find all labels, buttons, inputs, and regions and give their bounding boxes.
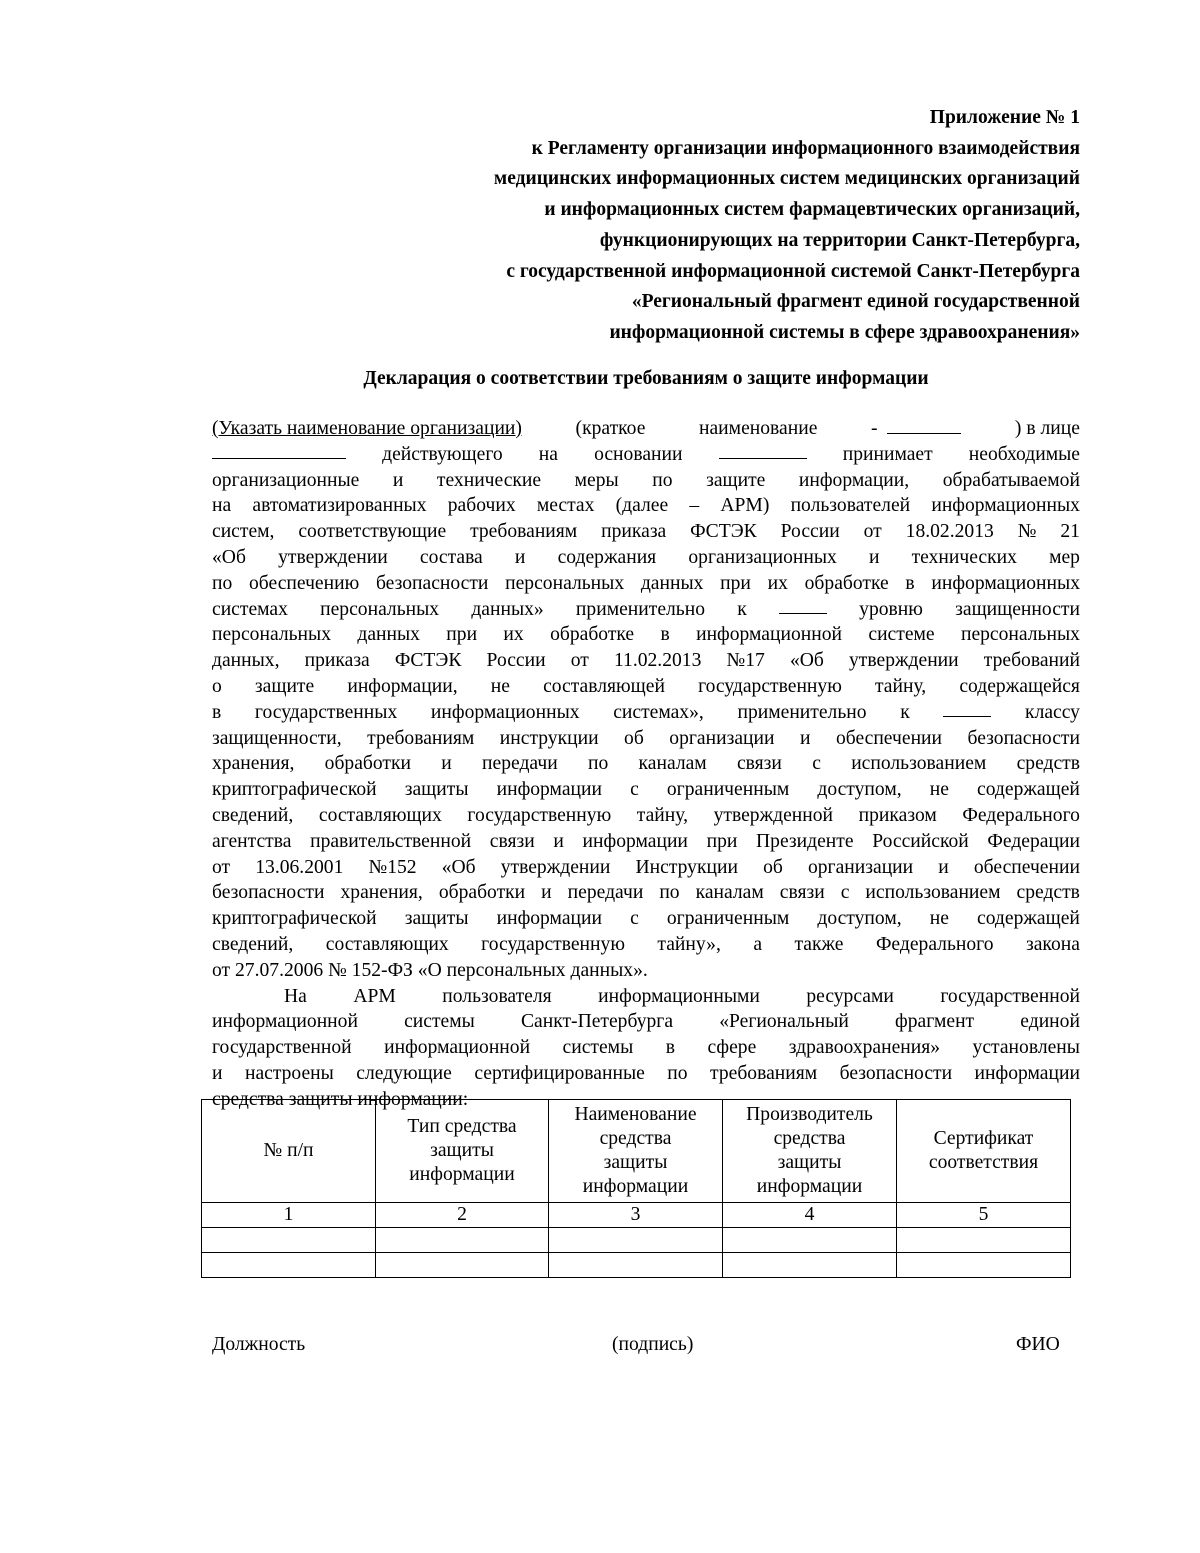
paragraph-2-last-line: средства защиты информации: bbox=[212, 1088, 469, 1110]
declaration-body bbox=[212, 416, 1080, 1113]
body-lines-block-c bbox=[212, 726, 1080, 958]
text-line: и настроены следующие сертифицированные по требованиям безопасности информации bbox=[212, 1062, 1080, 1084]
basis-blank bbox=[719, 442, 807, 459]
text-line: агентства правительственной связи и информации при Президенте Российской Федерации bbox=[212, 830, 1080, 852]
table-cell[interactable] bbox=[376, 1228, 549, 1253]
text-line: данных, приказа ФСТЭК России от 11.02.2013 №17 «Об утверждении требований bbox=[212, 650, 1080, 672]
table-header-cell: Наименование средства защиты информации bbox=[549, 1100, 723, 1203]
body-line-12: в государственных информационных системах», применительно к классу bbox=[212, 701, 1080, 723]
paragraph-2-lines bbox=[212, 984, 1080, 1087]
table-cell[interactable] bbox=[897, 1253, 1071, 1278]
table-column-number: 5 bbox=[897, 1203, 1071, 1228]
text-line: «Об утверждении состава и содержания организационных и технических мер bbox=[212, 546, 1080, 568]
text-line: систем, соответствующие требованиям приказа ФСТЭК России от 18.02.2013 № 21 bbox=[212, 521, 1080, 543]
signature-position-label: Должность bbox=[212, 1334, 306, 1355]
annex-lines bbox=[320, 134, 1080, 349]
text-line: криптографической защиты информации с ограниченным доступом, не содержащей bbox=[212, 908, 1080, 930]
table-row bbox=[202, 1228, 1071, 1253]
table-column-numbers-row bbox=[202, 1203, 1071, 1228]
text-line: информационной системы Санкт-Петербурга «Региональный фрагмент единой bbox=[212, 1011, 1080, 1033]
table-cell[interactable] bbox=[376, 1253, 549, 1278]
table-cell[interactable] bbox=[549, 1228, 723, 1253]
signature-sign-label: (подпись) bbox=[612, 1334, 694, 1355]
text-line: безопасности хранения, обработки и передачи по каналам связи с использованием средств bbox=[212, 882, 1080, 904]
table-column-number: 3 bbox=[549, 1203, 723, 1228]
table-cell[interactable] bbox=[897, 1228, 1071, 1253]
protection-tools-table bbox=[201, 1099, 1071, 1278]
text-line: сведений, составляющих государственную тайну, утвержденной приказом Федерального bbox=[212, 804, 1080, 826]
short-name-blank bbox=[887, 417, 961, 434]
table-cell[interactable] bbox=[549, 1253, 723, 1278]
table-cell[interactable] bbox=[202, 1228, 376, 1253]
table-header-row bbox=[202, 1100, 1071, 1203]
annex-line: с государственной информационной системой Санкт-Петербурга bbox=[506, 260, 1080, 282]
table-header-cell: Сертификат соответствия bbox=[897, 1100, 1071, 1203]
body-line-1: (Указать наименование организации) (краткое наименование - ) в лице bbox=[212, 416, 1080, 442]
text-line: по обеспечению безопасности персональных данных при их обработке в информационных bbox=[212, 572, 1080, 594]
text-line: сведений, составляющих государственную тайну», а также Федерального закона bbox=[212, 933, 1080, 955]
table-cell[interactable] bbox=[202, 1253, 376, 1278]
body-lines-block-a bbox=[212, 468, 1080, 597]
security-level-blank bbox=[779, 597, 827, 614]
declaration-title: Декларация о соответствии требованиям о защите информации bbox=[363, 368, 929, 389]
text-line: государственной информационной системы в сфере здравоохранения» установлены bbox=[212, 1037, 1080, 1059]
text-line: персональных данных при их обработке в информационной системе персональных bbox=[212, 624, 1080, 646]
text-line: защищенности, требованиям инструкции об организации и обеспечении безопасности bbox=[212, 727, 1080, 749]
text-line: на автоматизированных рабочих местах (далее – АРМ) пользователей информационных bbox=[212, 495, 1080, 517]
annex-line: к Регламенту организации информационного взаимодействия bbox=[531, 137, 1080, 159]
text-line: от 13.06.2001 №152 «Об утверждении Инструкции об организации и обеспечении bbox=[212, 856, 1080, 878]
table-cell[interactable] bbox=[723, 1228, 897, 1253]
text-line: о защите информации, не составляющей государственную тайну, содержащейся bbox=[212, 675, 1080, 697]
annex-line: и информационных систем фармацевтических организаций, bbox=[544, 199, 1080, 221]
annex-line: информационной системы в сфере здравоохранения» bbox=[609, 321, 1080, 343]
annex-line: «Региональный фрагмент единой государственной bbox=[631, 291, 1080, 313]
table-column-number: 2 bbox=[376, 1203, 549, 1228]
body-line-2: действующего на основании принимает необходимые bbox=[212, 442, 1080, 468]
body-lines-block-b bbox=[212, 622, 1080, 699]
body-line-last: от 27.07.2006 № 152-ФЗ «О персональных данных». bbox=[212, 959, 648, 981]
table-header-cell: Тип средства защиты информации bbox=[376, 1100, 549, 1203]
body-line-8: системах персональных данных» применительно к уровню защищенности bbox=[212, 598, 1080, 620]
table-header-cell: № п/п bbox=[202, 1100, 376, 1203]
signature-name-label: ФИО bbox=[1016, 1334, 1060, 1355]
security-class-blank bbox=[943, 700, 991, 717]
representative-blank bbox=[212, 442, 346, 459]
text-line: организационные и технические меры по защите информации, обрабатываемой bbox=[212, 469, 1080, 491]
annex-line: функционирующих на территории Санкт-Петербурга, bbox=[599, 229, 1080, 251]
organization-name-placeholder: (Указать наименование организации) bbox=[212, 418, 522, 439]
annex-title: Приложение № 1 bbox=[929, 107, 1080, 128]
table-header-cell: Производитель средства защиты информации bbox=[723, 1100, 897, 1203]
annex-header bbox=[320, 103, 1080, 349]
text-line: На АРМ пользователя информационными ресурсами государственной bbox=[284, 985, 1080, 1007]
table-column-number: 4 bbox=[723, 1203, 897, 1228]
table-column-number: 1 bbox=[202, 1203, 376, 1228]
annex-line: медицинских информационных систем медицинских организаций bbox=[493, 168, 1080, 190]
text-line: криптографической защиты информации с ограниченным доступом, не содержащей bbox=[212, 779, 1080, 801]
text-line: хранения, обработки и передачи по каналам связи с использованием средств bbox=[212, 753, 1080, 775]
table-cell[interactable] bbox=[723, 1253, 897, 1278]
table-row bbox=[202, 1253, 1071, 1278]
